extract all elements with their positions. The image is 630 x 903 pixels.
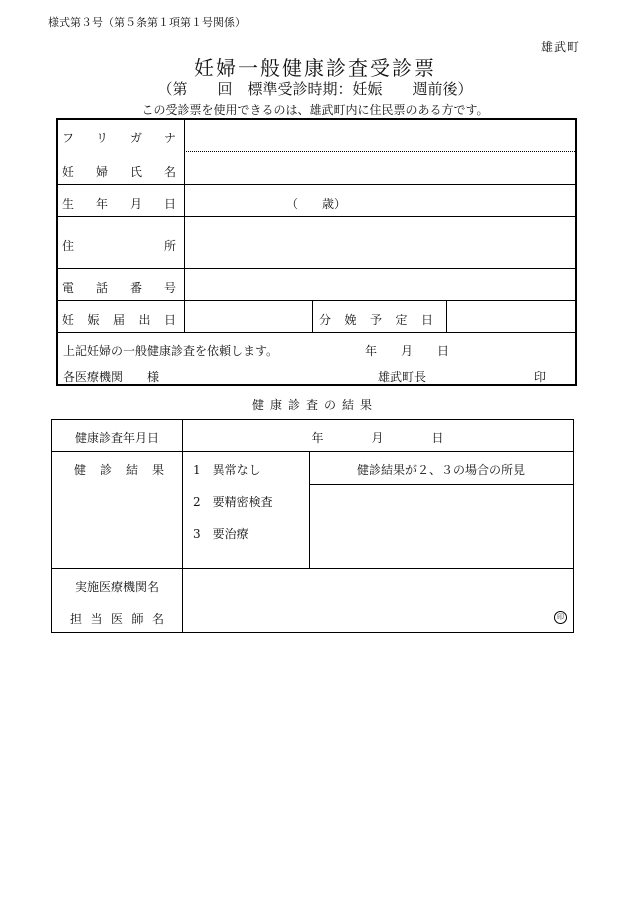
row-divider [52,568,573,569]
results-table [51,419,574,633]
due-date-divider [312,300,313,332]
row-divider [58,216,575,217]
request-date: 年 月 日 [365,344,450,358]
findings-header: 健診結果が２、３の場合の所見 [356,463,525,477]
page-title: 妊婦一般健康診査受診票 [194,56,436,80]
doctor-seal-icon: 印 [554,611,567,624]
result-option-further-exam: 2 要精密検査 [193,495,273,509]
row-divider [58,268,575,269]
mayor-label: 雄武町長 [378,370,427,384]
label-column-divider [182,420,183,632]
town-name: 雄武町 [540,40,580,54]
result-option-treatment: 3 要治療 [193,527,249,541]
result-label: 健 診 結 果 [74,463,164,477]
exam-date-label: 健康診査年月日 [74,431,159,445]
birthdate-label: 生 年 月 日 [62,197,176,211]
address-label: 住 所 [62,239,176,253]
doctor-label: 担 当 医 師 名 [70,612,164,626]
row-divider [52,451,573,452]
row-divider [58,184,575,185]
findings-header-divider [309,484,573,485]
patient-info-form [56,118,577,386]
phone-label: 電 話 番 号 [62,281,176,295]
row-divider [58,300,575,301]
institution-label: 実施医療機関名 [74,580,159,594]
usage-notice: この受診票を使用できるのは、雄武町内に住民票のある方です。 [141,103,489,117]
due-date-label: 分 娩 予 定 日 [319,313,433,327]
form-number: 様式第３号（第５条第１項第１号関係） [48,16,246,29]
due-date-value-divider [446,300,447,332]
page-subtitle: （第 回 標準受診時期：妊娠 週前後） [157,80,473,98]
seal-mark: 印 [534,370,547,384]
institution-addressee: 各医療機関 様 [63,370,160,384]
name-label: 妊 婦 氏 名 [62,165,176,179]
results-section-title: 健康診査の結果 [251,398,378,412]
exam-date-value: 年 月 日 [311,431,444,445]
furigana-label: フ リ ガ ナ [62,131,176,145]
result-option-normal: 1 異常なし [193,463,261,477]
row-divider [58,332,575,333]
furigana-divider [184,151,575,152]
pregnancy-report-label: 妊 娠 届 出 日 [62,313,176,327]
request-text: 上記妊婦の一般健康診査を依頼します。 [63,344,279,358]
age-field: （ 歳） [286,197,347,211]
label-column-divider [184,120,185,332]
